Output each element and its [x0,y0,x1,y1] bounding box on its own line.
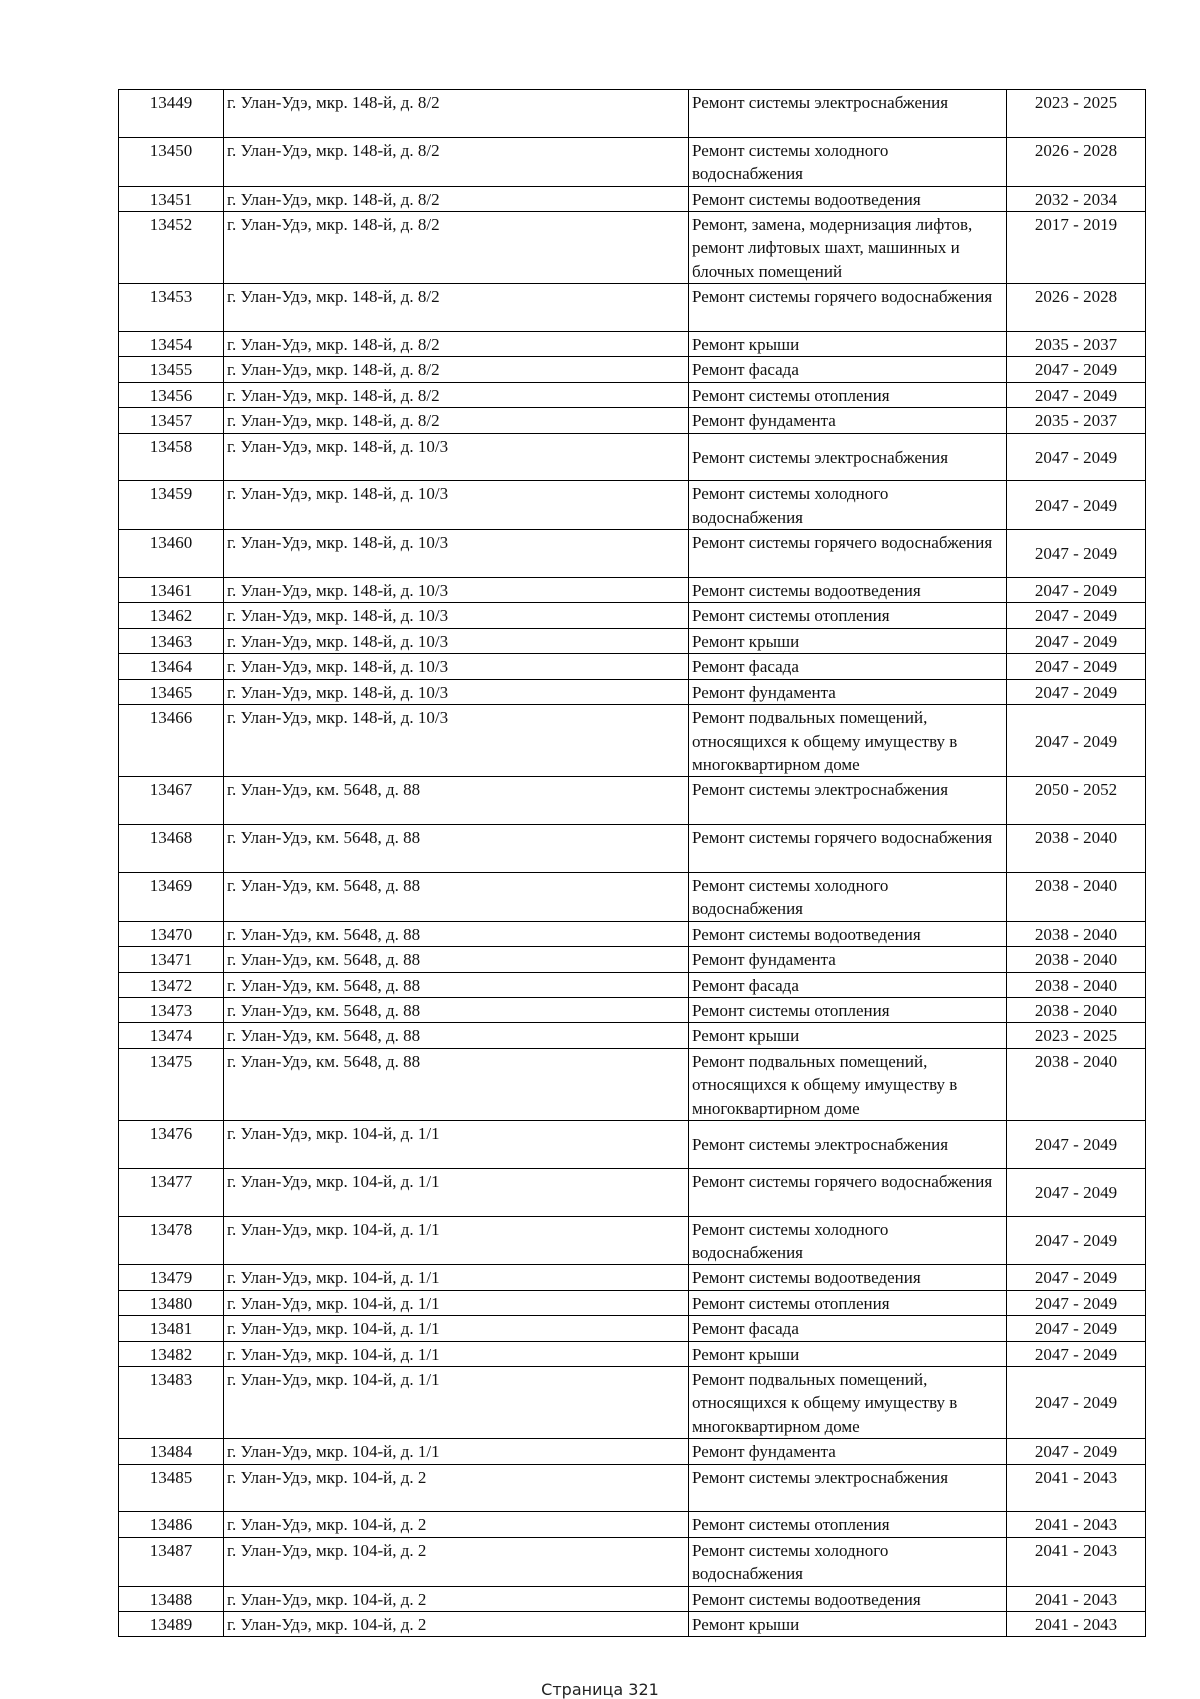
period-cell: 2038 - 2040 [1007,872,1146,921]
row-number: 13455 [119,357,224,382]
row-number: 13471 [119,947,224,972]
row-number: 13476 [119,1120,224,1168]
row-number: 13460 [119,530,224,578]
work-type-cell: Ремонт системы водоотведения [689,1586,1007,1611]
address-cell: г. Улан-Удэ, мкр. 148-й, д. 8/2 [224,186,689,211]
row-number: 13464 [119,654,224,679]
table-row [119,947,1146,972]
row-number: 13468 [119,825,224,873]
period-cell: 2038 - 2040 [1007,1048,1146,1120]
row-number: 13480 [119,1290,224,1315]
period-cell: 2041 - 2043 [1007,1512,1146,1537]
table-row [119,1265,1146,1290]
row-number: 13482 [119,1341,224,1366]
address-cell: г. Улан-Удэ, мкр. 148-й, д. 10/3 [224,654,689,679]
period-cell: 2041 - 2043 [1007,1612,1146,1637]
address-cell: г. Улан-Удэ, мкр. 104-й, д. 2 [224,1612,689,1637]
period-cell: 2047 - 2049 [1007,1367,1146,1439]
row-number: 13488 [119,1586,224,1611]
address-cell: г. Улан-Удэ, мкр. 104-й, д. 1/1 [224,1439,689,1464]
work-type-cell: Ремонт фасада [689,357,1007,382]
work-type-cell: Ремонт системы отопления [689,1512,1007,1537]
period-cell: 2047 - 2049 [1007,1120,1146,1168]
row-number: 13479 [119,1265,224,1290]
work-type-cell: Ремонт подвальных помещений, относящихся к общему имуществу в многоквартирном доме [689,1048,1007,1120]
period-cell: 2047 - 2049 [1007,1290,1146,1315]
period-cell: 2047 - 2049 [1007,603,1146,628]
period-cell: 2047 - 2049 [1007,1216,1146,1265]
table-row [119,186,1146,211]
address-cell: г. Улан-Удэ, мкр. 104-й, д. 2 [224,1464,689,1512]
row-number: 13452 [119,212,224,284]
address-cell: г. Улан-Удэ, мкр. 104-й, д. 2 [224,1512,689,1537]
work-type-cell: Ремонт фасада [689,1316,1007,1341]
table-row [119,1512,1146,1537]
work-type-cell: Ремонт системы холодного водоснабжения [689,872,1007,921]
row-number: 13489 [119,1612,224,1637]
work-type-cell: Ремонт системы электроснабжения [689,1464,1007,1512]
table-row [119,972,1146,997]
address-cell: г. Улан-Удэ, мкр. 148-й, д. 8/2 [224,382,689,407]
period-cell: 2047 - 2049 [1007,1341,1146,1366]
row-number: 13481 [119,1316,224,1341]
address-cell: г. Улан-Удэ, мкр. 148-й, д. 8/2 [224,90,689,138]
row-number: 13456 [119,382,224,407]
row-number: 13469 [119,872,224,921]
work-type-cell: Ремонт системы холодного водоснабжения [689,137,1007,186]
period-cell: 2047 - 2049 [1007,382,1146,407]
table-row [119,433,1146,481]
period-cell: 2038 - 2040 [1007,825,1146,873]
period-cell: 2047 - 2049 [1007,628,1146,653]
work-type-cell: Ремонт крыши [689,1612,1007,1637]
address-cell: г. Улан-Удэ, км. 5648, д. 88 [224,997,689,1022]
row-number: 13477 [119,1168,224,1216]
table-row [119,1341,1146,1366]
period-cell: 2026 - 2028 [1007,137,1146,186]
table-body [119,90,1146,1637]
address-cell: г. Улан-Удэ, мкр. 148-й, д. 10/3 [224,433,689,481]
table-row [119,921,1146,946]
table-row [119,997,1146,1022]
address-cell: г. Улан-Удэ, мкр. 104-й, д. 1/1 [224,1290,689,1315]
table-row [119,481,1146,530]
period-cell: 2023 - 2025 [1007,90,1146,138]
address-cell: г. Улан-Удэ, км. 5648, д. 88 [224,872,689,921]
work-type-cell: Ремонт крыши [689,628,1007,653]
table-row [119,90,1146,138]
row-number: 13451 [119,186,224,211]
row-number: 13467 [119,777,224,825]
table-row [119,1023,1146,1048]
address-cell: г. Улан-Удэ, мкр. 104-й, д. 1/1 [224,1168,689,1216]
work-type-cell: Ремонт фундамента [689,1439,1007,1464]
period-cell: 2038 - 2040 [1007,972,1146,997]
row-number: 13474 [119,1023,224,1048]
period-cell: 2047 - 2049 [1007,705,1146,777]
page-number: Страница 321 [541,1680,659,1699]
table-row [119,530,1146,578]
period-cell: 2041 - 2043 [1007,1586,1146,1611]
work-type-cell: Ремонт системы горячего водоснабжения [689,284,1007,332]
table-row [119,679,1146,704]
row-number: 13461 [119,578,224,603]
address-cell: г. Улан-Удэ, мкр. 104-й, д. 1/1 [224,1316,689,1341]
row-number: 13483 [119,1367,224,1439]
period-cell: 2050 - 2052 [1007,777,1146,825]
work-type-cell: Ремонт системы водоотведения [689,921,1007,946]
work-type-cell: Ремонт крыши [689,1023,1007,1048]
work-type-cell: Ремонт крыши [689,1341,1007,1366]
period-cell: 2038 - 2040 [1007,947,1146,972]
table-row [119,382,1146,407]
work-type-cell: Ремонт системы водоотведения [689,186,1007,211]
row-number: 13450 [119,137,224,186]
row-number: 13463 [119,628,224,653]
address-cell: г. Улан-Удэ, мкр. 104-й, д. 1/1 [224,1216,689,1265]
period-cell: 2047 - 2049 [1007,1439,1146,1464]
work-type-cell: Ремонт системы водоотведения [689,1265,1007,1290]
table-row [119,777,1146,825]
address-cell: г. Улан-Удэ, мкр. 148-й, д. 8/2 [224,332,689,357]
table-row [119,1537,1146,1586]
work-type-cell: Ремонт фундамента [689,947,1007,972]
row-number: 13453 [119,284,224,332]
period-cell: 2017 - 2019 [1007,212,1146,284]
period-cell: 2041 - 2043 [1007,1537,1146,1586]
work-type-cell: Ремонт системы отопления [689,1290,1007,1315]
table-row [119,1464,1146,1512]
address-cell: г. Улан-Удэ, мкр. 148-й, д. 8/2 [224,137,689,186]
row-number: 13454 [119,332,224,357]
work-type-cell: Ремонт системы отопления [689,603,1007,628]
table-row [119,408,1146,433]
period-cell: 2047 - 2049 [1007,1168,1146,1216]
table-row [119,1439,1146,1464]
work-type-cell: Ремонт системы электроснабжения [689,90,1007,138]
table-row [119,212,1146,284]
address-cell: г. Улан-Удэ, мкр. 104-й, д. 1/1 [224,1341,689,1366]
row-number: 13465 [119,679,224,704]
table-row [119,578,1146,603]
address-cell: г. Улан-Удэ, мкр. 148-й, д. 8/2 [224,408,689,433]
work-type-cell: Ремонт системы холодного водоснабжения [689,481,1007,530]
work-type-cell: Ремонт фасада [689,972,1007,997]
table-row [119,1120,1146,1168]
row-number: 13458 [119,433,224,481]
address-cell: г. Улан-Удэ, мкр. 148-й, д. 8/2 [224,284,689,332]
address-cell: г. Улан-Удэ, мкр. 148-й, д. 8/2 [224,357,689,382]
address-cell: г. Улан-Удэ, мкр. 104-й, д. 1/1 [224,1265,689,1290]
address-cell: г. Улан-Удэ, мкр. 148-й, д. 10/3 [224,679,689,704]
row-number: 13475 [119,1048,224,1120]
work-type-cell: Ремонт, замена, модернизация лифтов, ремонт лифтовых шахт, машинных и блочных помещений [689,212,1007,284]
address-cell: г. Улан-Удэ, км. 5648, д. 88 [224,972,689,997]
table-row [119,1586,1146,1611]
work-type-cell: Ремонт системы водоотведения [689,578,1007,603]
address-cell: г. Улан-Удэ, мкр. 148-й, д. 8/2 [224,212,689,284]
period-cell: 2047 - 2049 [1007,357,1146,382]
row-number: 13466 [119,705,224,777]
address-cell: г. Улан-Удэ, мкр. 148-й, д. 10/3 [224,603,689,628]
repair-schedule-table [118,89,1146,1637]
period-cell: 2035 - 2037 [1007,408,1146,433]
table-row [119,872,1146,921]
table-row [119,1612,1146,1637]
row-number: 13486 [119,1512,224,1537]
period-cell: 2023 - 2025 [1007,1023,1146,1048]
row-number: 13462 [119,603,224,628]
work-type-cell: Ремонт фундамента [689,679,1007,704]
table-row [119,137,1146,186]
work-type-cell: Ремонт системы отопления [689,382,1007,407]
row-number: 13470 [119,921,224,946]
address-cell: г. Улан-Удэ, мкр. 148-й, д. 10/3 [224,530,689,578]
row-number: 13478 [119,1216,224,1265]
work-type-cell: Ремонт подвальных помещений, относящихся к общему имуществу в многоквартирном доме [689,705,1007,777]
row-number: 13473 [119,997,224,1022]
work-type-cell: Ремонт системы отопления [689,997,1007,1022]
address-cell: г. Улан-Удэ, мкр. 104-й, д. 1/1 [224,1120,689,1168]
address-cell: г. Улан-Удэ, мкр. 148-й, д. 10/3 [224,578,689,603]
address-cell: г. Улан-Удэ, км. 5648, д. 88 [224,947,689,972]
table-row [119,332,1146,357]
work-type-cell: Ремонт крыши [689,332,1007,357]
period-cell: 2038 - 2040 [1007,997,1146,1022]
work-type-cell: Ремонт системы электроснабжения [689,777,1007,825]
work-type-cell: Ремонт системы горячего водоснабжения [689,1168,1007,1216]
table-row [119,654,1146,679]
row-number: 13459 [119,481,224,530]
row-number: 13485 [119,1464,224,1512]
period-cell: 2041 - 2043 [1007,1464,1146,1512]
period-cell: 2047 - 2049 [1007,654,1146,679]
table-row [119,1290,1146,1315]
period-cell: 2035 - 2037 [1007,332,1146,357]
table-row [119,705,1146,777]
work-type-cell: Ремонт фасада [689,654,1007,679]
address-cell: г. Улан-Удэ, км. 5648, д. 88 [224,777,689,825]
row-number: 13457 [119,408,224,433]
period-cell: 2047 - 2049 [1007,530,1146,578]
work-type-cell: Ремонт системы горячего водоснабжения [689,530,1007,578]
period-cell: 2047 - 2049 [1007,481,1146,530]
period-cell: 2047 - 2049 [1007,679,1146,704]
table-row [119,357,1146,382]
row-number: 13487 [119,1537,224,1586]
address-cell: г. Улан-Удэ, км. 5648, д. 88 [224,825,689,873]
table-row [119,825,1146,873]
address-cell: г. Улан-Удэ, мкр. 104-й, д. 2 [224,1537,689,1586]
period-cell: 2047 - 2049 [1007,433,1146,481]
work-type-cell: Ремонт системы холодного водоснабжения [689,1216,1007,1265]
work-type-cell: Ремонт системы холодного водоснабжения [689,1537,1007,1586]
address-cell: г. Улан-Удэ, мкр. 104-й, д. 1/1 [224,1367,689,1439]
work-type-cell: Ремонт системы горячего водоснабжения [689,825,1007,873]
period-cell: 2026 - 2028 [1007,284,1146,332]
period-cell: 2038 - 2040 [1007,921,1146,946]
table-row [119,1216,1146,1265]
period-cell: 2047 - 2049 [1007,1316,1146,1341]
table-row [119,1367,1146,1439]
address-cell: г. Улан-Удэ, км. 5648, д. 88 [224,1023,689,1048]
row-number: 13449 [119,90,224,138]
table-row [119,1048,1146,1120]
address-cell: г. Улан-Удэ, км. 5648, д. 88 [224,1048,689,1120]
address-cell: г. Улан-Удэ, км. 5648, д. 88 [224,921,689,946]
table-row [119,1168,1146,1216]
table-row [119,603,1146,628]
row-number: 13472 [119,972,224,997]
row-number: 13484 [119,1439,224,1464]
period-cell: 2047 - 2049 [1007,1265,1146,1290]
table-row [119,1316,1146,1341]
address-cell: г. Улан-Удэ, мкр. 148-й, д. 10/3 [224,628,689,653]
work-type-cell: Ремонт фундамента [689,408,1007,433]
table-row [119,628,1146,653]
work-type-cell: Ремонт подвальных помещений, относящихся к общему имуществу в многоквартирном доме [689,1367,1007,1439]
period-cell: 2047 - 2049 [1007,578,1146,603]
address-cell: г. Улан-Удэ, мкр. 148-й, д. 10/3 [224,481,689,530]
table-row [119,284,1146,332]
address-cell: г. Улан-Удэ, мкр. 148-й, д. 10/3 [224,705,689,777]
period-cell: 2032 - 2034 [1007,186,1146,211]
address-cell: г. Улан-Удэ, мкр. 104-й, д. 2 [224,1586,689,1611]
work-type-cell: Ремонт системы электроснабжения [689,433,1007,481]
work-type-cell: Ремонт системы электроснабжения [689,1120,1007,1168]
